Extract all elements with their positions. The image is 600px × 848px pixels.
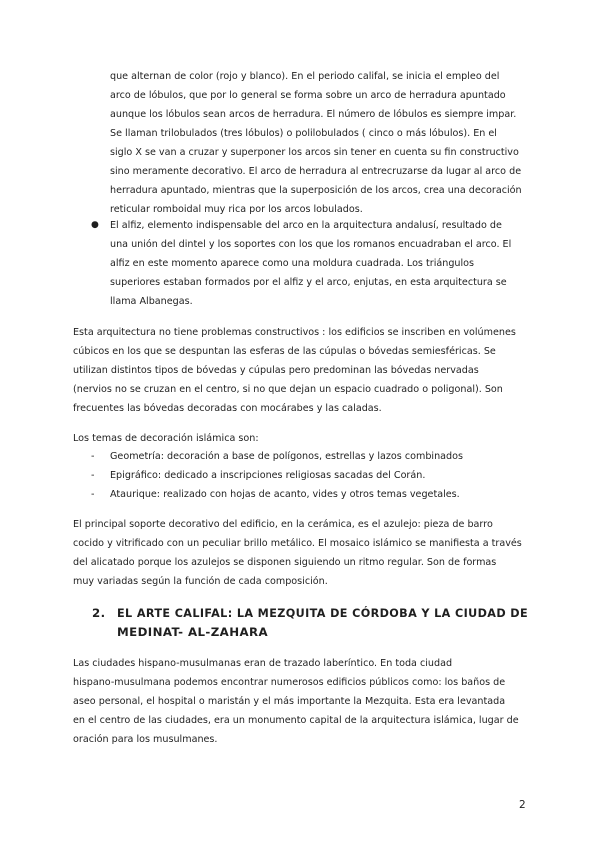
text-line: (nervios no se cruzan en el centro, si no que dejan un espacio cuadrado o poligonal). Son: [73, 384, 503, 395]
text-line: hispano-musulmana podemos encontrar numerosos edificios públicos como: los baños de: [73, 677, 506, 688]
text-line: herradura apuntado, mientras que la superposición de los arcos, crea una decoración: [110, 185, 522, 196]
text-line: arco de lóbulos, que por lo general se forma sobre un arco de herradura apuntado: [110, 90, 506, 101]
section-number: 2.: [92, 606, 106, 620]
page-number: 2: [519, 799, 526, 811]
text-line: sino meramente decorativo. El arco de herradura al entrecruzarse da lugar al arco de: [110, 166, 522, 177]
list-item: Epigráfico: dedicado a inscripciones religiosas sacadas del Corán.: [110, 470, 426, 481]
text-line: una unión del dintel y los soportes con los que los romanos encuadraban el arco. El: [110, 239, 512, 250]
text-line: frecuentes las bóvedas decoradas con mocárabes y las caladas.: [73, 403, 382, 414]
text-line: aseo personal, el hospital o maristán y el más importante la Mezquita. Esta era levantada: [73, 696, 506, 707]
section-title-line: EL ARTE CALIFAL: LA MEZQUITA DE CÓRDOBA Y LA CIUDAD DE: [117, 606, 529, 620]
text-line: siglo X se van a cruzar y superponer los arcos sin tener en cuenta su fin constructivo: [110, 147, 519, 158]
text-line: El alfiz, elemento indispensable del arco en la arquitectura andalusí, resultado de: [110, 220, 502, 231]
list-item: Ataurique: realizado con hojas de acanto, vides y otros temas vegetales.: [110, 489, 460, 500]
text-line: Las ciudades hispano-musulmanas eran de trazado laberíntico. En toda ciudad: [73, 658, 453, 669]
section-title-line: MEDINAT- AL-ZAHARA: [117, 625, 269, 639]
text-line: alfiz en este momento aparece como una moldura cuadrada. Los triángulos: [110, 258, 475, 269]
list-item: Geometría: decoración a base de polígonos, estrellas y lazos combinados: [110, 451, 464, 462]
text-line: reticular romboidal muy rica por los arcos lobulados.: [110, 204, 363, 215]
text-line: superiores estaban formados por el alfiz y el arco, enjutas, en esta arquitectura se: [110, 277, 507, 288]
text-line: cocido y vitrificado con un peculiar brillo metálico. El mosaico islámico se manifiesta a través: [73, 538, 522, 549]
text-line: muy variadas según la función de cada composición.: [73, 576, 328, 587]
dash-marker: -: [91, 470, 95, 481]
text-line: Se llaman trilobulados (tres lóbulos) o polilobulados ( cinco o más lóbulos). En el: [110, 128, 497, 139]
text-line: del alicatado porque los azulejos se disponen siguiendo un ritmo regular. Son de formas: [73, 557, 497, 568]
dash-marker: -: [91, 489, 95, 500]
text-line: utilizan distintos tipos de bóvedas y cúpulas pero predominan las bóvedas nervadas: [73, 365, 479, 376]
text-line: que alternan de color (rojo y blanco). En el periodo califal, se inicia el empleo del: [110, 71, 500, 82]
dash-marker: -: [91, 451, 95, 462]
text-line: cúbicos en los que se despuntan las esferas de las cúpulas o bóvedas semiesféricas. Se: [73, 346, 496, 357]
text-line: Esta arquitectura no tiene problemas constructivos : los edificios se inscriben en volúmenes: [73, 327, 516, 338]
text-line: en el centro de las ciudades, era un monumento capital de la arquitectura islámica, lugar de: [73, 715, 519, 726]
text-line: oración para los musulmanes.: [73, 734, 218, 745]
text-line: llama Albanegas.: [110, 296, 193, 307]
bullet-dot-icon: ●: [91, 220, 99, 230]
themes-intro: Los temas de decoración islámica son:: [73, 433, 259, 444]
text-line: El principal soporte decorativo del edificio, en la cerámica, es el azulejo: pieza de barro: [73, 519, 493, 530]
text-line: aunque los lóbulos sean arcos de herradura. El número de lóbulos es siempre impar.: [110, 109, 517, 120]
